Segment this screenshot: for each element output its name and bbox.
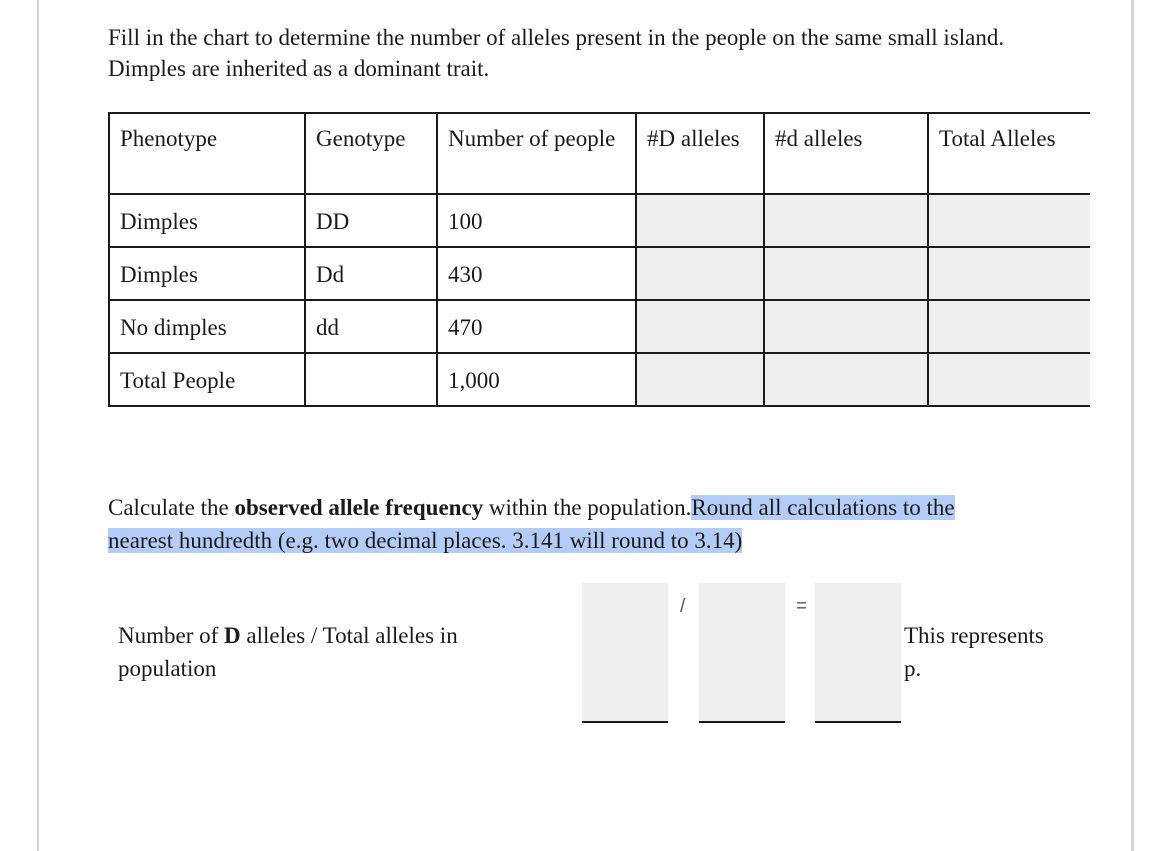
label-suffix: alleles / Total alleles in (240, 623, 458, 648)
cell-genotype: DD (305, 194, 437, 247)
represents-line-1: This represents (904, 623, 1044, 648)
input-D-alleles[interactable] (636, 247, 764, 300)
header-total-alleles: Total Alleles (928, 113, 1090, 194)
allele-table (108, 112, 1090, 407)
cell-phenotype: Dimples (109, 247, 305, 300)
cell-genotype: dd (305, 300, 437, 353)
header-number-of-people: Number of people (437, 113, 636, 194)
numerator-input[interactable] (582, 583, 668, 723)
input-d-alleles[interactable] (764, 194, 928, 247)
cell-phenotype: Dimples (109, 194, 305, 247)
table-row (109, 300, 1090, 353)
result-input[interactable] (815, 583, 901, 723)
denominator-input[interactable] (699, 583, 785, 723)
divide-symbol: / (680, 596, 686, 617)
input-total-alleles-total[interactable] (928, 353, 1090, 406)
label-bold: D (224, 623, 241, 648)
input-D-alleles[interactable] (636, 300, 764, 353)
page-border-right (1131, 0, 1134, 851)
table-row (109, 247, 1090, 300)
cell-count: 430 (437, 247, 636, 300)
calculation-line-2 (108, 524, 1118, 557)
cell-phenotype: Total People (109, 353, 305, 406)
cell-genotype (305, 353, 437, 406)
highlighted-text-2: nearest hundredth (e.g. two decimal places. 3.141 will round to 3.14) (108, 528, 743, 553)
equals-symbol: = (796, 596, 808, 617)
table-header-row (109, 113, 1090, 194)
frequency-label (118, 619, 538, 685)
table-row (109, 194, 1090, 247)
header-genotype: Genotype (305, 113, 437, 194)
input-d-alleles-total[interactable] (764, 353, 928, 406)
input-d-alleles[interactable] (764, 247, 928, 300)
input-d-alleles[interactable] (764, 300, 928, 353)
cell-genotype: Dd (305, 247, 437, 300)
frequency-label-line-2: population (118, 656, 217, 681)
cell-count: 470 (437, 300, 636, 353)
input-total-alleles[interactable] (928, 194, 1090, 247)
calculation-instructions (108, 491, 1118, 557)
header-d-alleles: #d alleles (764, 113, 928, 194)
input-D-alleles-total[interactable] (636, 353, 764, 406)
input-D-alleles[interactable] (636, 194, 764, 247)
frequency-label-line-1 (118, 619, 538, 652)
label-prefix: Number of (118, 623, 225, 648)
header-phenotype: Phenotype (109, 113, 305, 194)
calc-prefix: Calculate the (108, 495, 235, 520)
instructions-line-2: Dimples are inherited as a dominant trait. (108, 56, 490, 81)
table-row-total (109, 353, 1090, 406)
cell-phenotype: No dimples (109, 300, 305, 353)
page-border-left (37, 0, 39, 851)
cell-count: 1,000 (437, 353, 636, 406)
input-total-alleles[interactable] (928, 247, 1090, 300)
input-total-alleles[interactable] (928, 300, 1090, 353)
cell-count: 100 (437, 194, 636, 247)
calc-middle: within the population. (483, 495, 692, 520)
instructions (108, 22, 1118, 84)
represents-note (904, 619, 1084, 685)
represents-line-2: p. (904, 656, 922, 681)
calculation-line-1 (108, 491, 1118, 524)
calc-bold-term: observed allele frequency (234, 495, 484, 520)
highlighted-text-1: Round all calculations to the (691, 495, 955, 520)
instructions-line-1: Fill in the chart to determine the number of alleles present in the people on the same small island. (108, 25, 1005, 50)
header-D-alleles: #D alleles (636, 113, 764, 194)
